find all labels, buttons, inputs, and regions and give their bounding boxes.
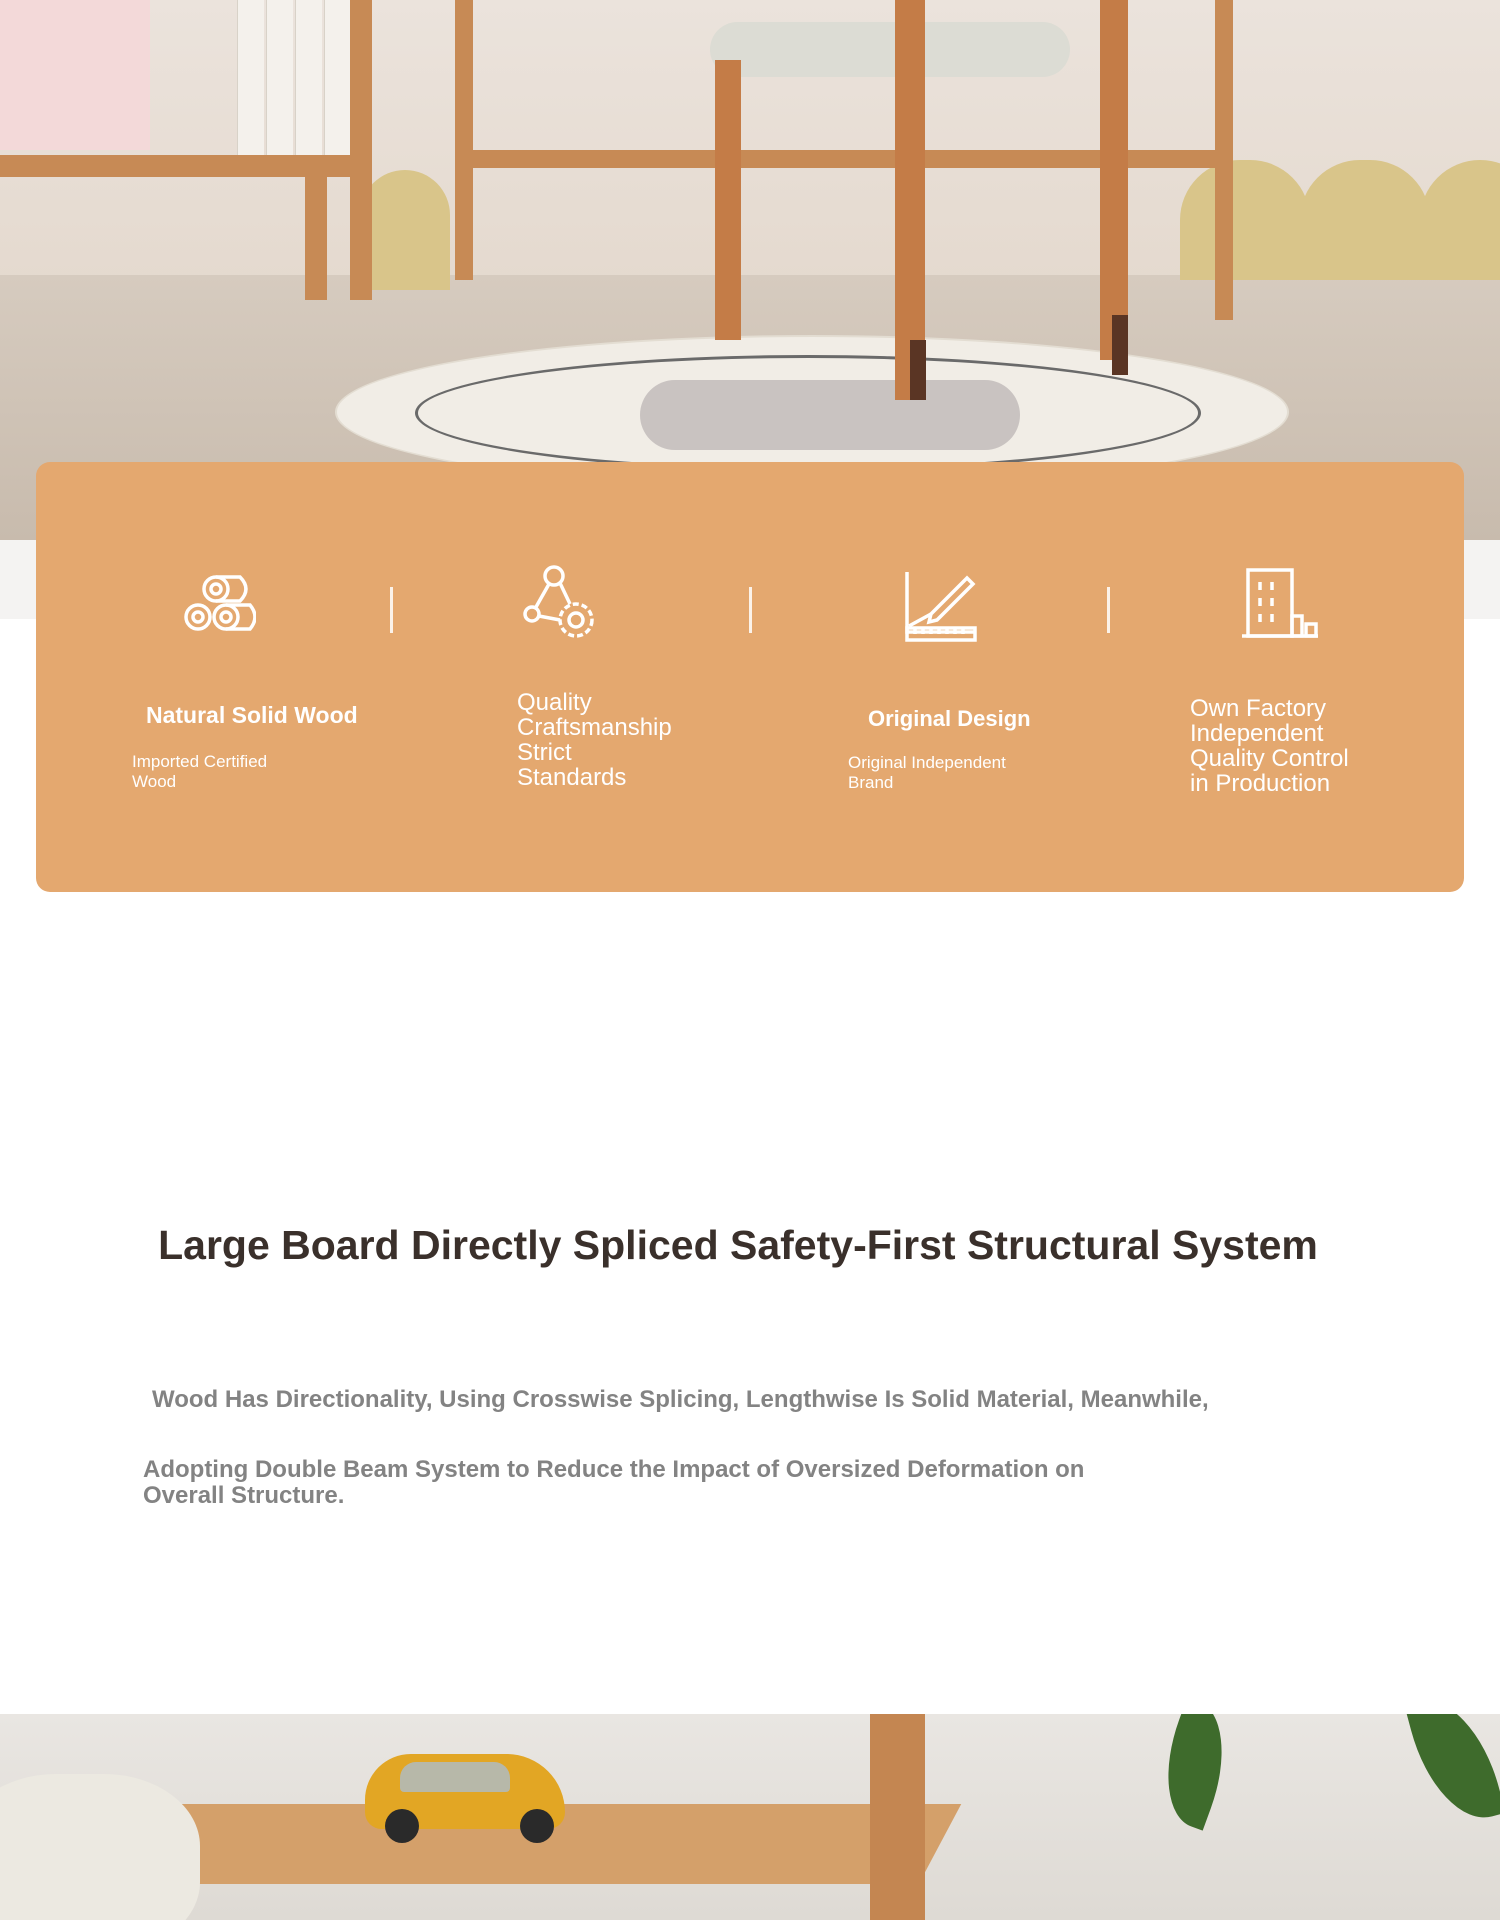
feature-subtitle-line: Imported Certified xyxy=(132,752,268,771)
hero-chair-leg xyxy=(715,60,741,340)
hero-photo xyxy=(0,0,1500,540)
toy-car-window xyxy=(400,1762,510,1792)
feature-title: Original Design xyxy=(868,706,1031,731)
feature-divider xyxy=(1107,587,1110,633)
hero-table-leg xyxy=(455,0,473,280)
feature-title-line: Own Factory xyxy=(1190,695,1327,722)
stacked-logs-icon xyxy=(176,567,256,647)
gear-network-icon xyxy=(520,564,600,644)
feature-subtitle-line: Brand xyxy=(848,773,894,792)
feature-divider xyxy=(390,587,393,633)
ruler-pen-icon xyxy=(901,568,981,648)
hero-rug-elephant xyxy=(640,380,1020,450)
feature-title-line: Strict xyxy=(517,739,572,766)
toy-car-wheel xyxy=(385,1809,419,1843)
feature-title-line: Quality xyxy=(517,689,592,716)
feature-title: Natural Solid Wood xyxy=(146,702,358,728)
hero-bookshelf xyxy=(0,0,370,300)
feature-title-line: Independent xyxy=(1190,720,1324,747)
hero-shelf-post xyxy=(305,170,327,300)
hero-book xyxy=(237,0,264,155)
hero-pink-box xyxy=(0,0,150,150)
hero-chair-foot xyxy=(1112,315,1128,375)
hero-wall-scallop xyxy=(360,170,450,290)
feature-subtitle xyxy=(848,753,1006,793)
hero-book xyxy=(295,0,322,155)
feature-title-line: in Production xyxy=(1190,770,1331,797)
section-description-line: Adopting Double Beam System to Reduce the Impact of Oversized Deformation on xyxy=(143,1456,1085,1483)
hero-chair-seat xyxy=(710,22,1070,77)
feature-subtitle-line: Original Independent xyxy=(848,753,1006,772)
bottom-photo xyxy=(0,1714,1500,1920)
hero-shelf-post xyxy=(350,0,372,300)
hero-book xyxy=(324,0,351,155)
feature-subtitle-line: Wood xyxy=(132,772,177,791)
hero-book xyxy=(266,0,293,155)
feature-natural-solid-wood xyxy=(96,462,396,892)
toy-car-wheel xyxy=(520,1809,554,1843)
feature-divider xyxy=(749,587,752,633)
section-title: Large Board Directly Spliced Safety-First Structural System xyxy=(158,1222,1318,1268)
hero-wall-scallop xyxy=(1420,160,1500,280)
feature-quality-craftsmanship xyxy=(456,462,756,892)
factory-building-icon xyxy=(1240,566,1320,646)
bottom-shelf-frame xyxy=(870,1714,925,1920)
feature-own-factory xyxy=(1164,462,1464,892)
feature-title-multiline xyxy=(1190,696,1349,796)
feature-title-line: Quality Control xyxy=(1190,745,1349,772)
feature-card xyxy=(36,462,1464,892)
feature-original-design xyxy=(826,462,1126,892)
feature-title-line: Standards xyxy=(517,764,627,791)
section-description-line: Overall Structure. xyxy=(143,1482,345,1509)
feature-subtitle xyxy=(132,752,267,792)
feature-title-multiline xyxy=(517,690,672,790)
bottom-blanket xyxy=(0,1774,200,1920)
hero-chair-leg xyxy=(1100,0,1128,360)
plant-leaf xyxy=(1146,1714,1243,1831)
feature-title-line: Craftsmanship xyxy=(517,714,672,741)
hero-wall-scallop xyxy=(1180,160,1310,280)
plant-leaf xyxy=(1404,1714,1500,1831)
section-description-line: Wood Has Directionality, Using Crosswise Splicing, Lengthwise Is Solid Material, Meanwhile, xyxy=(152,1386,1209,1413)
hero-chair-foot xyxy=(910,340,926,400)
hero-wall-scallop xyxy=(1300,160,1430,280)
